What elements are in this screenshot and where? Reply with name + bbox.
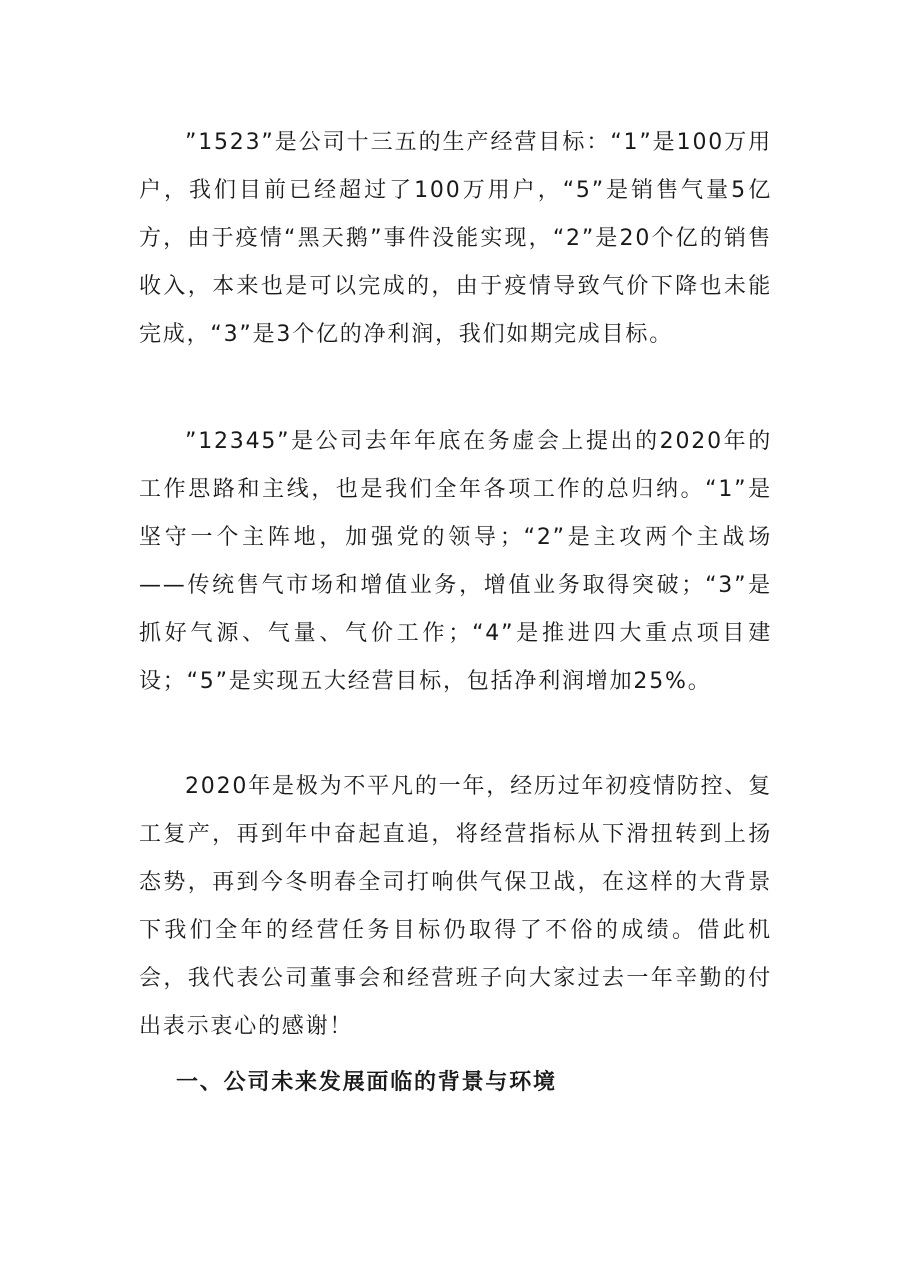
paragraph-targets-1523: ”1523”是公司十三五的生产经营目标：“1”是100万用户，我们目前已经超过了100万用户，“5”是销售气量5亿方，由于疫情“黑天鹅”事件没能实现，“2”是20个亿的销售收入，本来也是可以完成的，由于疫情导致气价下降也未能完成，“3”是3个亿的净利润，我们如期完成目标。	[139, 130, 772, 347]
paragraph-plan-12345: ”12345”是公司去年年底在务虚会上提出的2020年的工作思路和主线，也是我们全年各项工作的总归纳。“1”是坚守一个主阵地，加强党的领导；“2”是主攻两个主战场——传统售气市场和增值业务，增值业务取得突破；“3”是抓好气源、气量、气价工作；“4”是推进四大重点项目建设；“5”是实现五大经营目标，包括净利润增加25%。	[139, 429, 772, 694]
paragraph-year-2020-summary: 2020年是极为不平凡的一年，经历过年初疫情防控、复工复产，再到年中奋起直追，将经营指标从下滑扭转到上扬态势，再到今冬明春全司打响供气保卫战，在这样的大背景下我们全年的经营任务目标仍取得了不俗的成绩。借此机会，我代表公司董事会和经营班子向大家过去一年辛勤的付出表示衷心的感谢！	[139, 774, 772, 1039]
section-heading: 一、公司未来发展面临的背景与环境	[176, 1070, 557, 1095]
